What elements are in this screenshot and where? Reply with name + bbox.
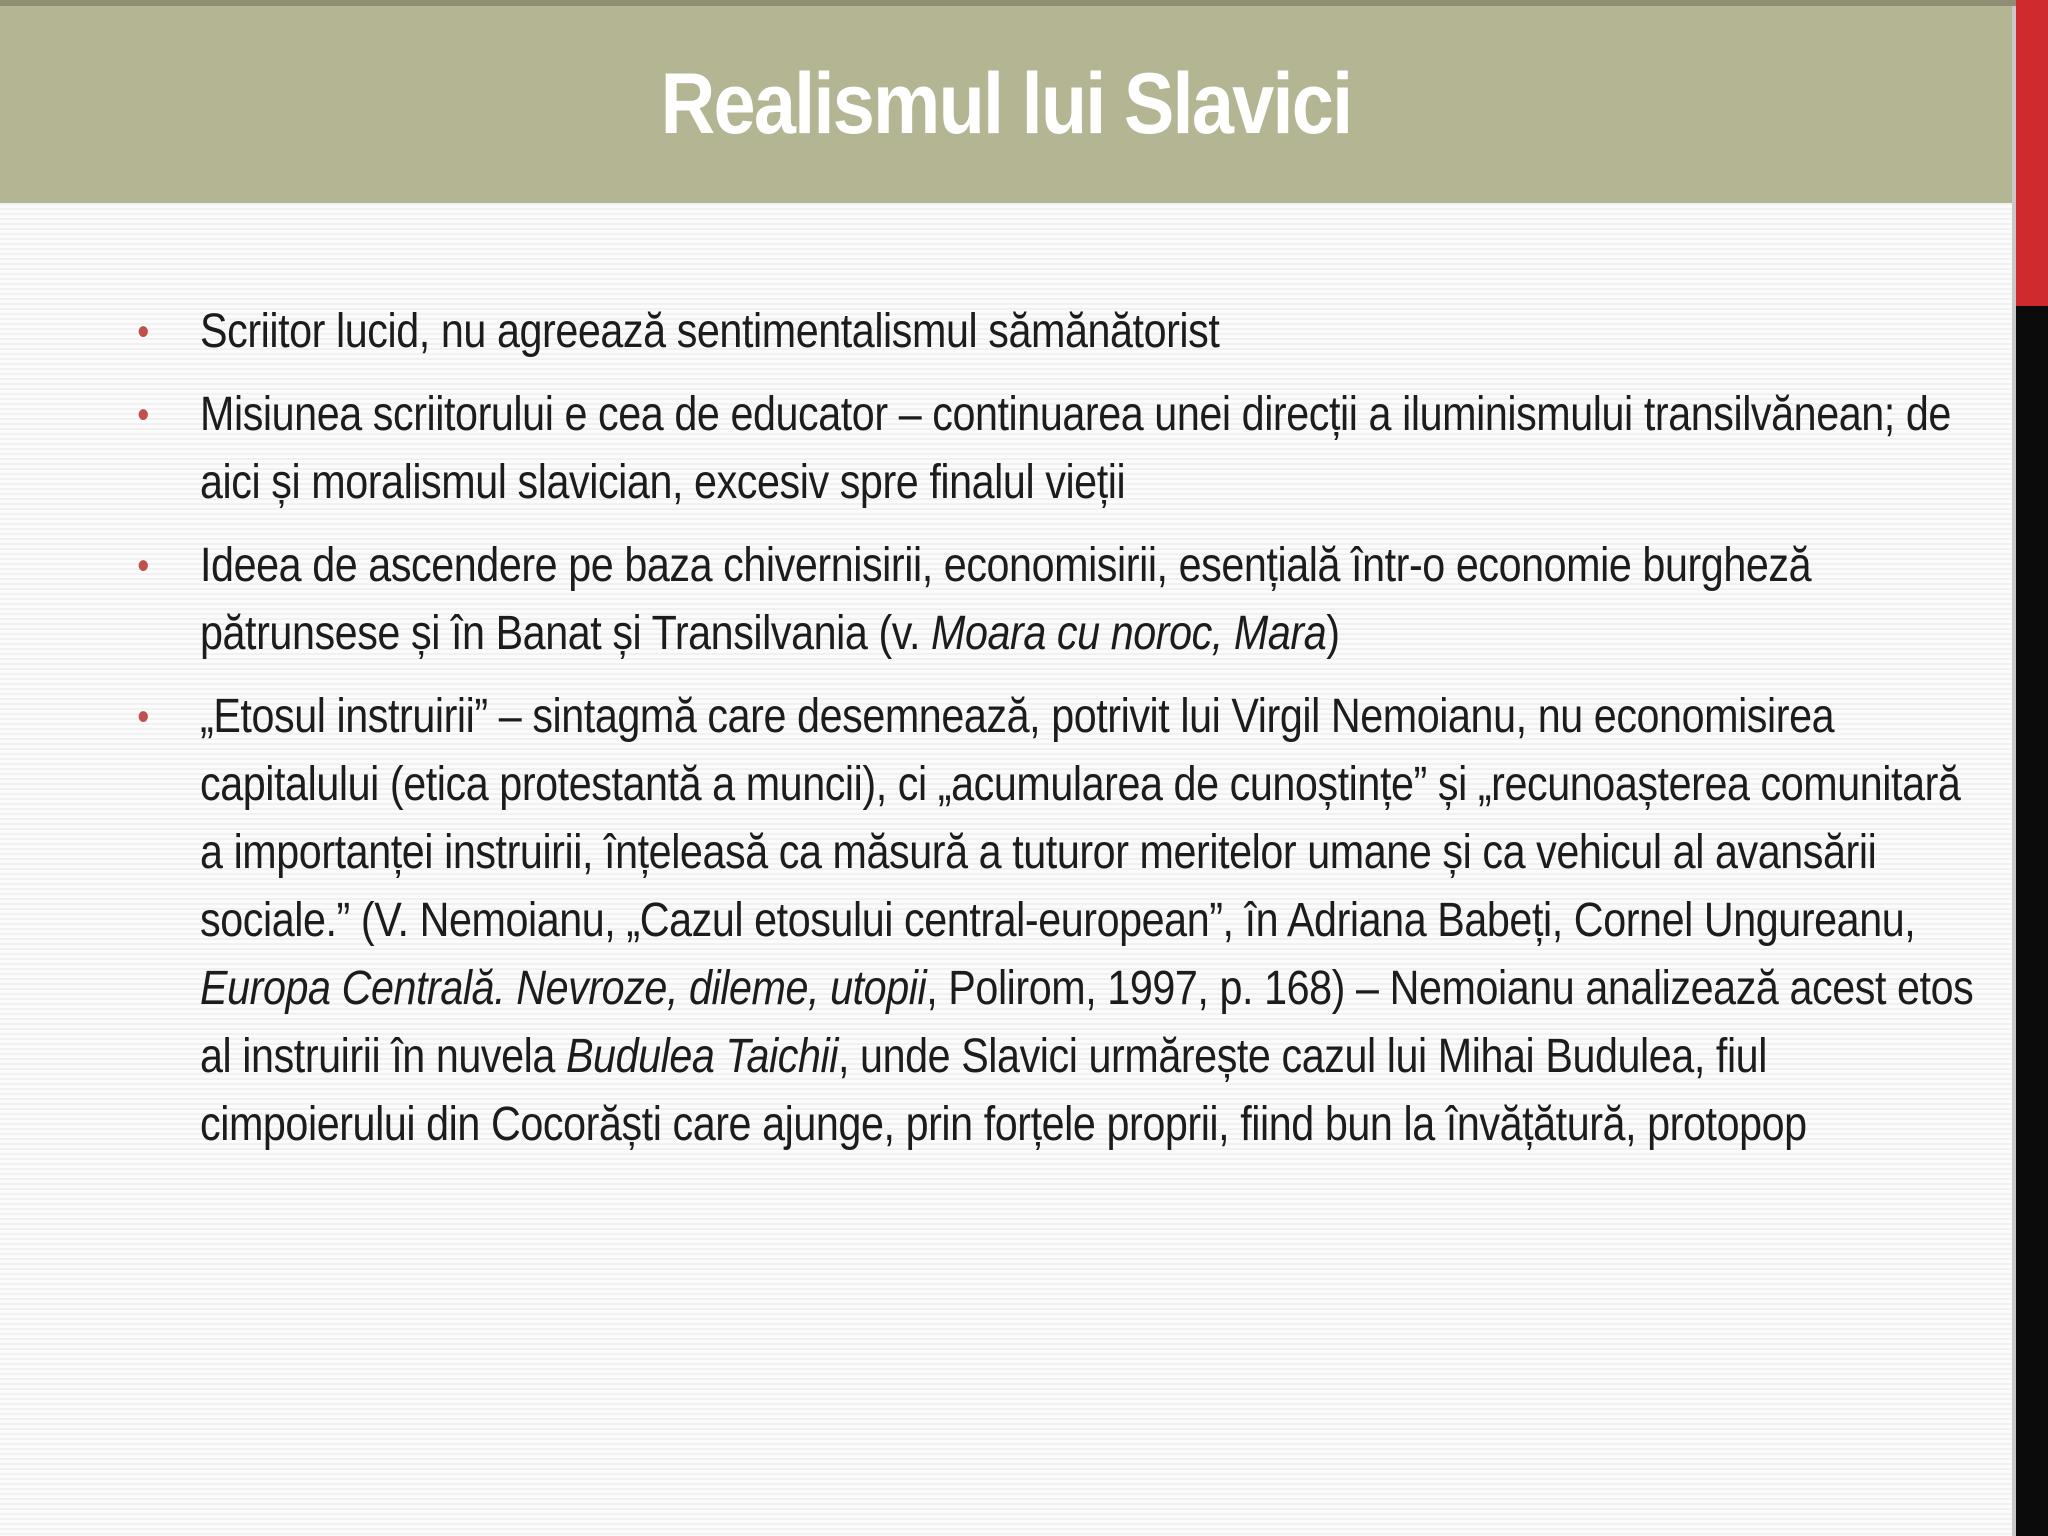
bullet-list: [137, 298, 2010, 1159]
slide-body: [137, 298, 2010, 1174]
bullet-item: [137, 381, 1980, 517]
work-title-italic: Moara cu noroc, Mara: [931, 607, 1327, 660]
bullet-text: „Etosul instruirii” – sintagmă care desemnează, potrivit lui Virgil Nemoianu, nu economisirea capitalului (etica protestantă a muncii), ci „acumularea de cunoștințe” și „recunoașterea comunitară a importanței instruirii, înțeleasă ca măsură a tuturor meritelor umane și ca vehicul al avansării sociale.” (V. Nemoianu, „Cazul etosului central-european”, în Adriana Babeți, Cornel Ungureanu, Europa Centrală. Nevroze, dileme, utopii, Polirom, 1997, p. 168) – Nemoianu analizează acest etos al instruirii în nuvela Budulea Taichii, unde Slavici urmărește cazul lui Mihai Budulea, fiul cimpoierului din Cocorăști care ajunge, prin forțele proprii, fiind bun la învățătură, protopop: [200, 690, 1974, 1151]
bullet-dot: •: [137, 544, 149, 588]
novella-title-italic: Budulea Taichii: [565, 1030, 838, 1083]
accent-bar-black: [2016, 306, 2048, 1536]
bullet-item: [137, 683, 1980, 1159]
bullet-dot: •: [137, 393, 149, 437]
bullet-text: Misiunea scriitorului e cea de educator – continuarea unei direcții a iluminismului transilvănean; de aici și moralismul slavician, excesiv spre finalul vieții: [200, 388, 1951, 509]
bullet-dot: •: [137, 695, 149, 739]
bullet-item: [137, 532, 1980, 668]
bullet-dot: •: [137, 310, 149, 354]
book-title-italic: Europa Centrală. Nevroze, dileme, utopii: [200, 962, 927, 1015]
bullet-text: Scriitor lucid, nu agreează sentimentalismul sămănătorist: [200, 305, 1220, 358]
bullet-text: Ideea de ascendere pe baza chivernisirii, economisirii, esențială într-o economie burgheză pătrunsese și în Banat și Transilvania (v. Moara cu noroc, Mara): [200, 539, 1812, 660]
slide-title: Realismul lui Slavici: [660, 56, 1352, 152]
bullet-item: [137, 298, 1980, 366]
accent-bar-red: [2016, 0, 2048, 306]
